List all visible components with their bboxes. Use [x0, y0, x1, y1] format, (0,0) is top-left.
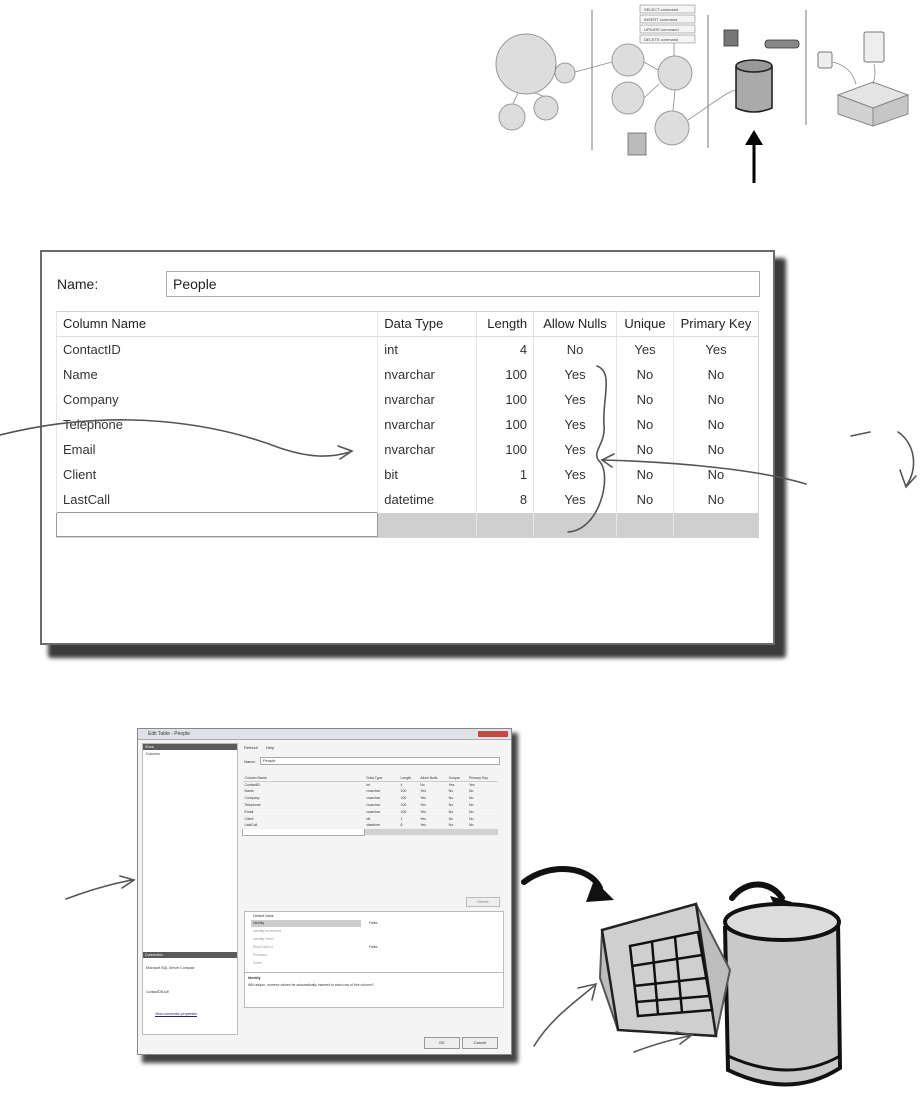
table-cube-icon — [600, 904, 730, 1036]
sketch-insert: INSERT command — [644, 17, 678, 22]
cell-primary-key[interactable]: No — [673, 362, 758, 387]
cell-allow-nulls[interactable]: No — [534, 337, 617, 363]
cell-allow-nulls[interactable]: Yes — [534, 412, 617, 437]
column-properties-pane — [244, 911, 504, 1008]
new-row[interactable] — [57, 513, 759, 537]
win-name-field[interactable]: People — [260, 757, 500, 765]
cell-length[interactable]: 1 — [477, 462, 534, 487]
identity-title: Identity — [248, 976, 261, 980]
prop-rowguidcol[interactable]: RowGuidCol — [253, 945, 273, 949]
prop-identity-increment[interactable]: Identity Increment — [253, 929, 281, 933]
sketch-update: UPDATE command — [644, 27, 679, 32]
cell-data-type[interactable]: nvarchar — [378, 362, 477, 387]
cancel-button[interactable]: Cancel — [462, 1037, 498, 1049]
cell-primary-key[interactable]: No — [673, 387, 758, 412]
window-titlebar — [138, 729, 511, 740]
cell-column-name[interactable]: Telephone — [57, 412, 378, 437]
cell-column-name[interactable]: Name — [57, 362, 378, 387]
table-row[interactable] — [57, 437, 759, 462]
new-row-name-cell[interactable] — [57, 513, 378, 537]
mini-table-row: Name nvarchar 100 Yes No No — [243, 788, 499, 795]
mini-header-data-type: Data Type — [365, 775, 399, 781]
cell-allow-nulls[interactable]: Yes — [534, 462, 617, 487]
mini-table-row: Company nvarchar 100 Yes No No — [243, 795, 499, 802]
cell-unique[interactable]: No — [616, 362, 673, 387]
cell-length[interactable]: 100 — [477, 362, 534, 387]
cell-unique[interactable]: No — [616, 487, 673, 513]
header-column-name[interactable]: Column Name — [57, 311, 378, 337]
prop-identity-value[interactable]: False — [369, 921, 378, 925]
mini-table-row: Email nvarchar 100 Yes No No — [243, 808, 499, 815]
column-grid — [56, 311, 758, 537]
table-icon — [724, 30, 738, 46]
connection-file: ContactDB.sdf — [146, 990, 169, 994]
header-unique[interactable]: Unique — [616, 311, 673, 337]
ok-button[interactable]: OK — [424, 1037, 460, 1049]
table-row[interactable] — [57, 462, 759, 487]
cell-data-type[interactable]: nvarchar — [378, 437, 477, 462]
cell-column-name[interactable]: Client — [57, 462, 378, 487]
cell-data-type[interactable]: int — [378, 337, 477, 363]
cell-column-name[interactable]: Company — [57, 387, 378, 412]
cell-primary-key[interactable]: No — [673, 437, 758, 462]
prop-identity-seed[interactable]: Identity Seed — [253, 937, 274, 941]
left-pane-columns-item[interactable]: Columns — [146, 752, 160, 756]
name-label: Name: — [57, 276, 99, 292]
connection-header: Connection — [145, 953, 163, 957]
cell-data-type[interactable]: nvarchar — [378, 412, 477, 437]
package-box-icon — [838, 82, 908, 126]
table-row[interactable] — [57, 412, 759, 437]
cell-primary-key[interactable]: Yes — [673, 337, 758, 363]
sql-server-icon — [736, 60, 772, 112]
header-allow-nulls[interactable]: Allow Nulls — [534, 311, 617, 337]
help-button[interactable]: Help — [266, 745, 275, 750]
server-explorer-node — [496, 34, 556, 94]
delete-button[interactable]: Delete — [466, 897, 500, 907]
window-title: Edit Table - People — [148, 731, 190, 737]
header-length[interactable]: Length — [477, 311, 534, 337]
cell-unique[interactable]: No — [616, 437, 673, 462]
mini-table-row: Telephone nvarchar 100 Yes No No — [243, 802, 499, 809]
cell-data-type[interactable]: nvarchar — [378, 387, 477, 412]
props-header: Default Value — [253, 914, 274, 918]
table-into-database-cartoon — [520, 860, 924, 1106]
cell-column-name[interactable]: LastCall — [57, 487, 378, 513]
cell-data-type[interactable]: bit — [378, 462, 477, 487]
edit-table-window — [137, 728, 512, 1055]
header-primary-key[interactable]: Primary Key — [673, 311, 758, 337]
table-name-field[interactable]: People — [166, 271, 760, 297]
cell-allow-nulls[interactable]: Yes — [534, 487, 617, 513]
identity-description: Will unique, numeric values be automatically inserted in each row of this column? — [248, 983, 374, 987]
architecture-sketch — [488, 0, 924, 215]
prop-rowguidcol-value[interactable]: False — [369, 945, 378, 949]
cell-length[interactable]: 100 — [477, 412, 534, 437]
cell-unique[interactable]: Yes — [616, 337, 673, 363]
cell-length[interactable]: 4 — [477, 337, 534, 363]
connection-provider: Microsoft SQL Server Compact — [146, 966, 195, 970]
table-row[interactable] — [57, 362, 759, 387]
win-name-label: Name: — [244, 759, 256, 764]
cell-allow-nulls[interactable]: Yes — [534, 387, 617, 412]
prop-precision[interactable]: Precision — [253, 953, 268, 957]
mini-table-row: LastCall datetime 8 Yes No No — [243, 822, 499, 829]
mini-header-primary-key: Primary Key — [467, 775, 498, 781]
cell-unique[interactable]: No — [616, 462, 673, 487]
window-left-pane — [142, 743, 238, 1035]
database-cylinder-icon — [725, 904, 840, 1085]
prop-scale[interactable]: Scale — [253, 961, 262, 965]
cell-allow-nulls[interactable]: Yes — [534, 362, 617, 387]
mini-header-length: Length — [399, 775, 419, 781]
cell-length[interactable]: 100 — [477, 437, 534, 462]
cell-primary-key[interactable]: No — [673, 462, 758, 487]
refresh-button[interactable]: Refresh — [244, 745, 259, 750]
table-row[interactable] — [57, 337, 759, 363]
cell-length[interactable]: 100 — [477, 387, 534, 412]
cell-primary-key[interactable]: No — [673, 487, 758, 513]
view-connection-properties-link[interactable]: View connection properties — [155, 1012, 197, 1016]
mini-new-row — [243, 829, 499, 836]
table-editor — [40, 250, 775, 645]
cell-column-name[interactable]: ContactID — [57, 337, 378, 363]
mini-table-row: ContactID int 4 No Yes Yes — [243, 781, 499, 788]
sketch-select: SELECT command — [644, 7, 679, 12]
grid-header-row — [57, 311, 759, 337]
header-data-type[interactable]: Data Type — [378, 311, 477, 337]
prop-identity[interactable]: Identity — [253, 921, 265, 925]
table-row[interactable] — [57, 387, 759, 412]
db-diagram-icon — [628, 133, 646, 155]
cell-column-name[interactable]: Email — [57, 437, 378, 462]
left-pane-header: Show — [145, 745, 154, 749]
cell-unique[interactable]: No — [616, 412, 673, 437]
mini-header-allow-nulls: Allow Nulls — [418, 775, 446, 781]
cell-allow-nulls[interactable]: Yes — [534, 437, 617, 462]
table-row[interactable] — [57, 487, 759, 513]
cell-primary-key[interactable]: No — [673, 412, 758, 437]
window-controls[interactable] — [478, 731, 508, 737]
mini-table-row: Client bit 1 Yes No No — [243, 815, 499, 822]
mini-header-unique: Unique — [447, 775, 467, 781]
win-column-grid — [242, 775, 498, 836]
sketch-delete: DELETE command — [644, 37, 679, 42]
cell-data-type[interactable]: datetime — [378, 487, 477, 513]
cell-unique[interactable]: No — [616, 387, 673, 412]
cell-length[interactable]: 8 — [477, 487, 534, 513]
mini-header-column-name: Column Name — [243, 775, 365, 781]
